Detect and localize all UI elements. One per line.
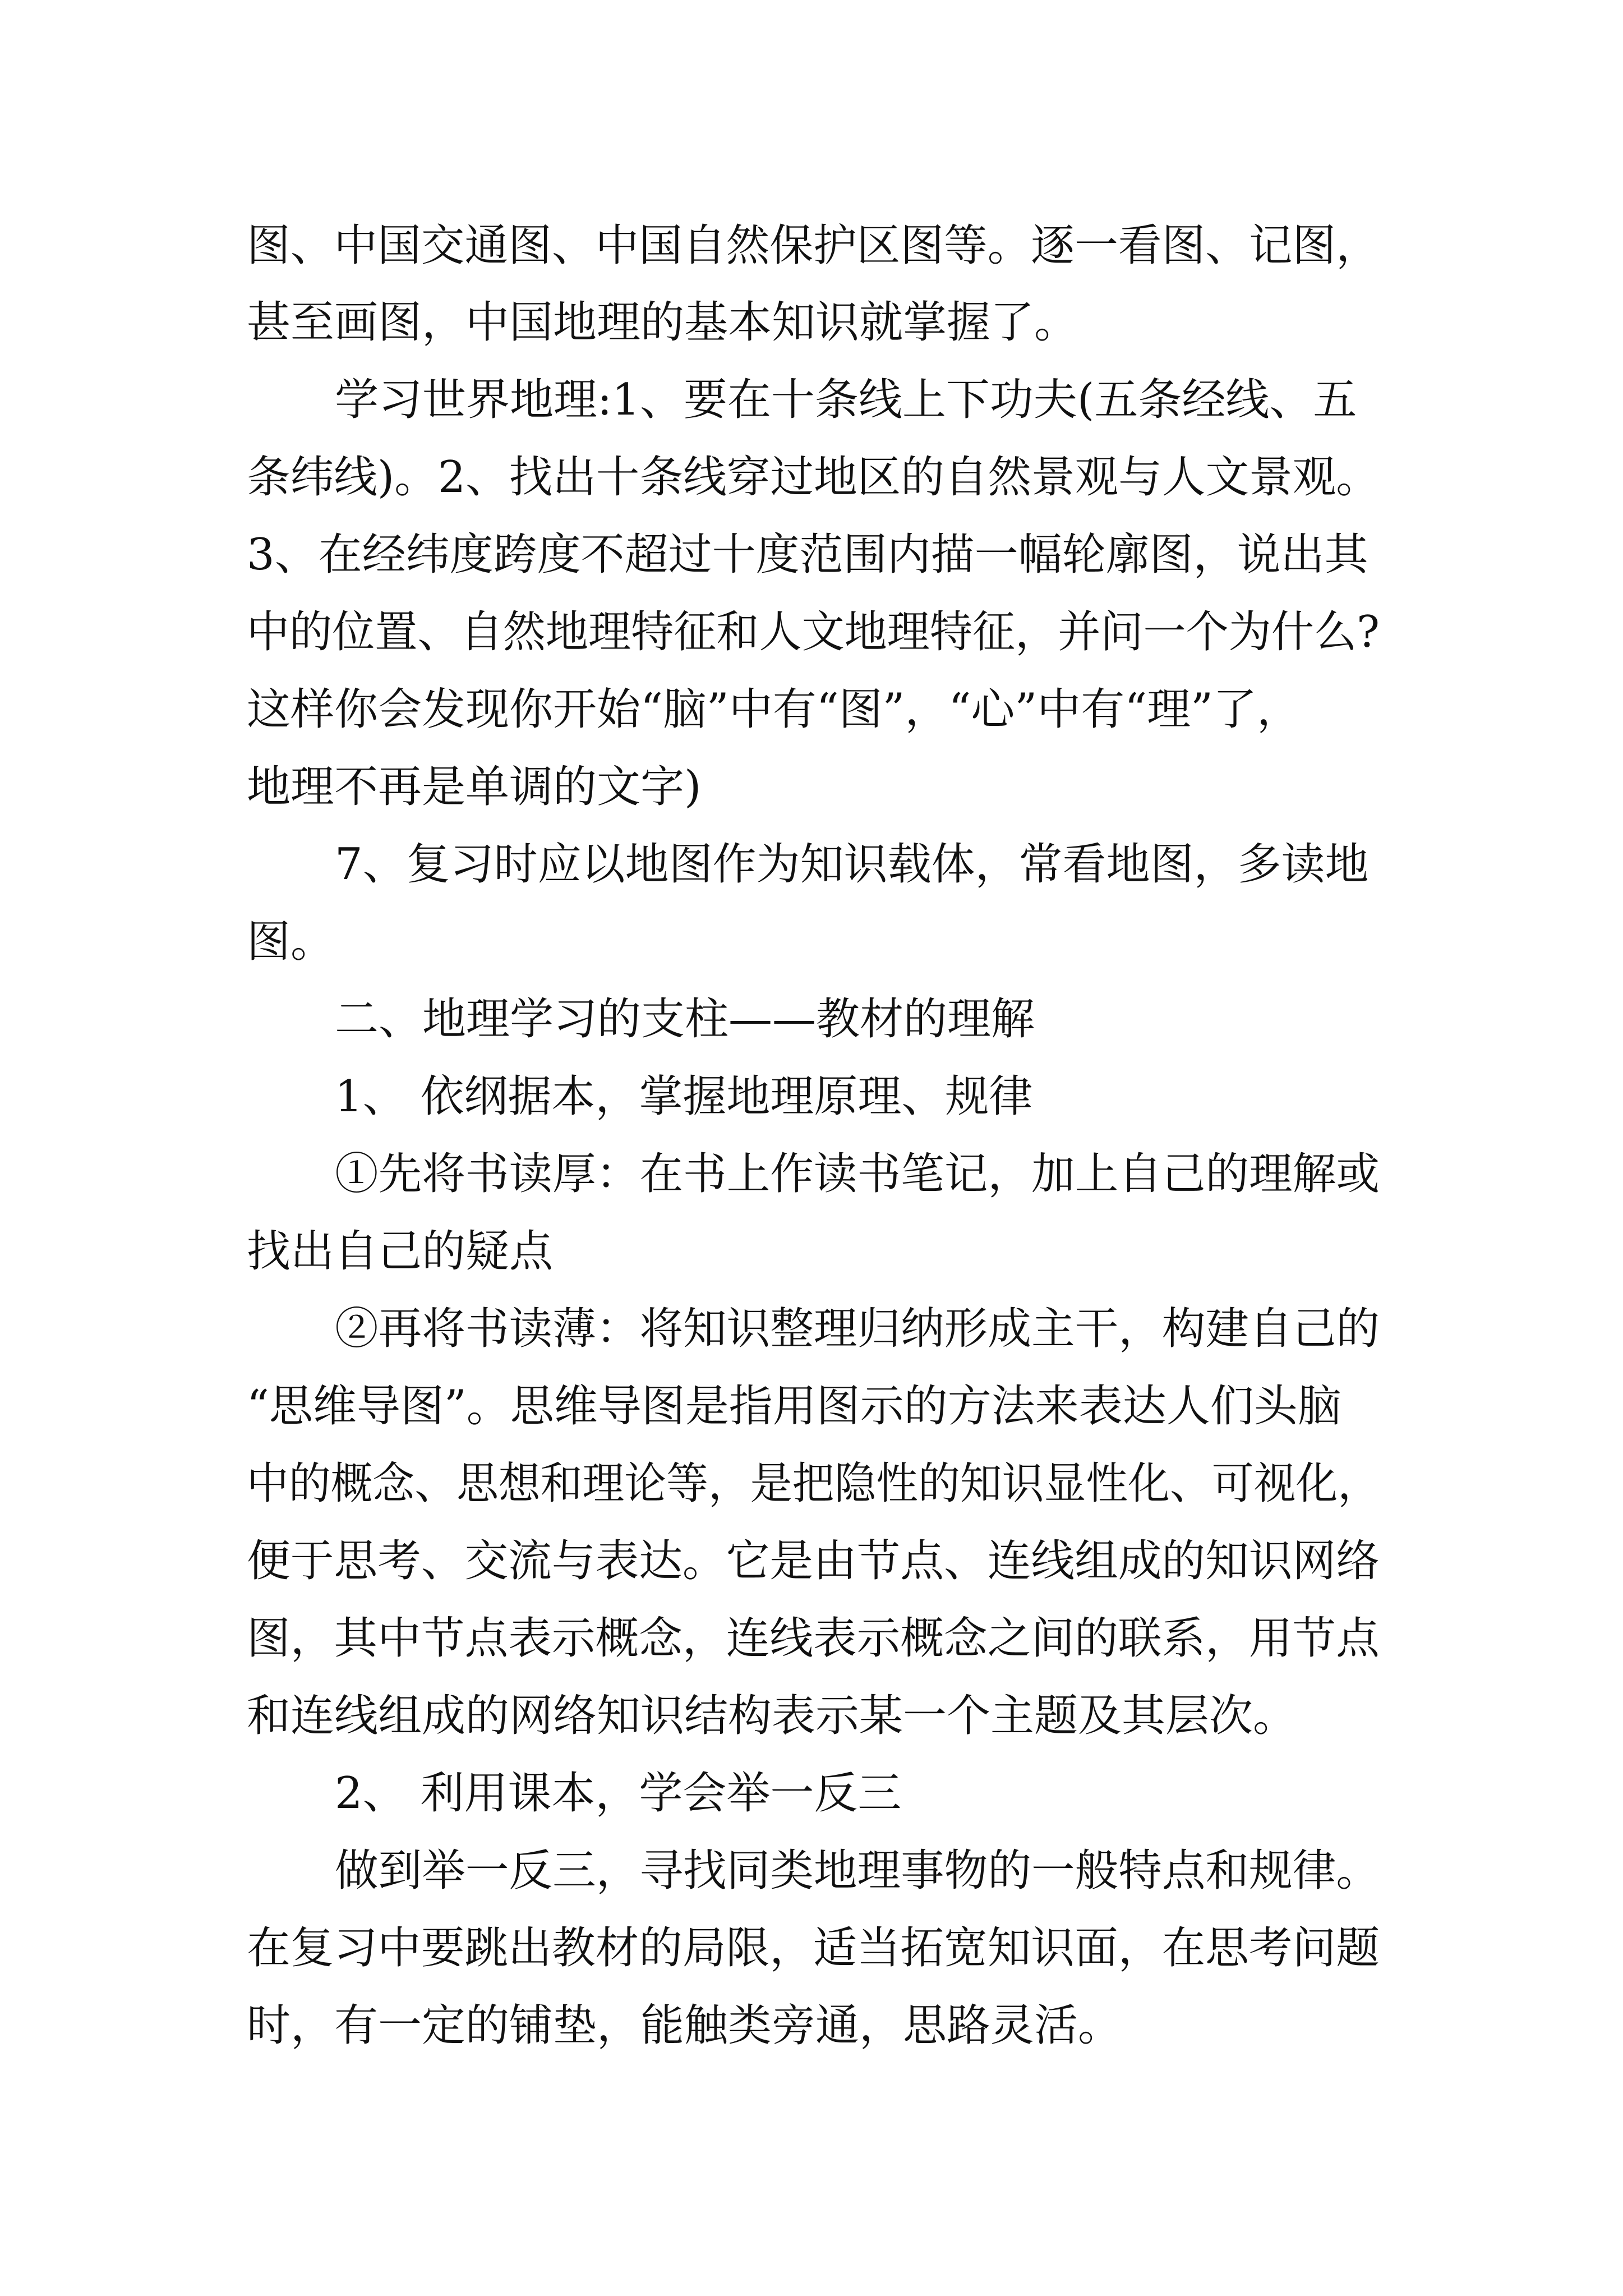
text-line: 地理不再是单调的文字) (247, 762, 702, 812)
text-line: ①先将书读厚：在书上作读书笔记，加上自己的理解或 (335, 1149, 1380, 1199)
text-line: 这样你会发现你开始“脑”中有“图”，“心”中有“理”了， (247, 684, 1301, 735)
text-line: 二、地理学习的支柱——教材的理解 (335, 994, 1035, 1045)
text-line: 学习世界地理:1、要在十条线上下功夫(五条经线、五 (335, 375, 1357, 425)
text-line: ②再将书读薄：将知识整理归纳形成主干，构建自己的 (335, 1304, 1380, 1354)
text-line: 图，其中节点表示概念，连线表示概念之间的联系，用节点 (247, 1613, 1380, 1664)
text-line: 2、 利用课本，学会举一反三 (335, 1768, 902, 1819)
text-line: 1、 依纲据本，掌握地理原理、规律 (335, 1071, 1033, 1122)
text-line: 便于思考、交流与表达。它是由节点、连线组成的知识网络 (247, 1536, 1380, 1586)
text-line: 图。 (247, 917, 335, 967)
text-line: 找出自己的疑点 (247, 1226, 554, 1277)
text-line: 3、在经纬度跨度不超过十度范围内描一幅轮廓图，说出其 (247, 530, 1368, 580)
text-line: 做到举一反三，寻找同类地理事物的一般特点和规律。 (335, 1846, 1380, 1896)
text-line: 7、复习时应以地图作为知识载体，常看地图，多读地 (335, 839, 1369, 890)
text-line: 中的位置、自然地理特征和人文地理特征，并问一个为什么? (247, 607, 1380, 657)
text-line: 和连线组成的网络知识结构表示某一个主题及其层次。 (247, 1691, 1297, 1741)
text-line: 时，有一定的铺垫，能触类旁通，思路灵活。 (247, 2000, 1122, 2051)
text-line: 图、中国交通图、中国自然保护区图等。逐一看图、记图， (247, 220, 1380, 271)
text-line: 条纬线)。2、找出十条线穿过地区的自然景观与人文景观。 (247, 452, 1380, 503)
text-line: 中的概念、思想和理论等，是把隐性的知识显性化、可视化， (247, 1458, 1380, 1509)
text-line: 甚至画图，中国地理的基本知识就掌握了。 (247, 297, 1078, 348)
text-line: “思维导图”。思维导图是指用图示的方法来表达人们头脑 (247, 1381, 1341, 1432)
text-line: 在复习中要跳出教材的局限，适当拓宽知识面，在思考问题 (247, 1923, 1380, 1973)
